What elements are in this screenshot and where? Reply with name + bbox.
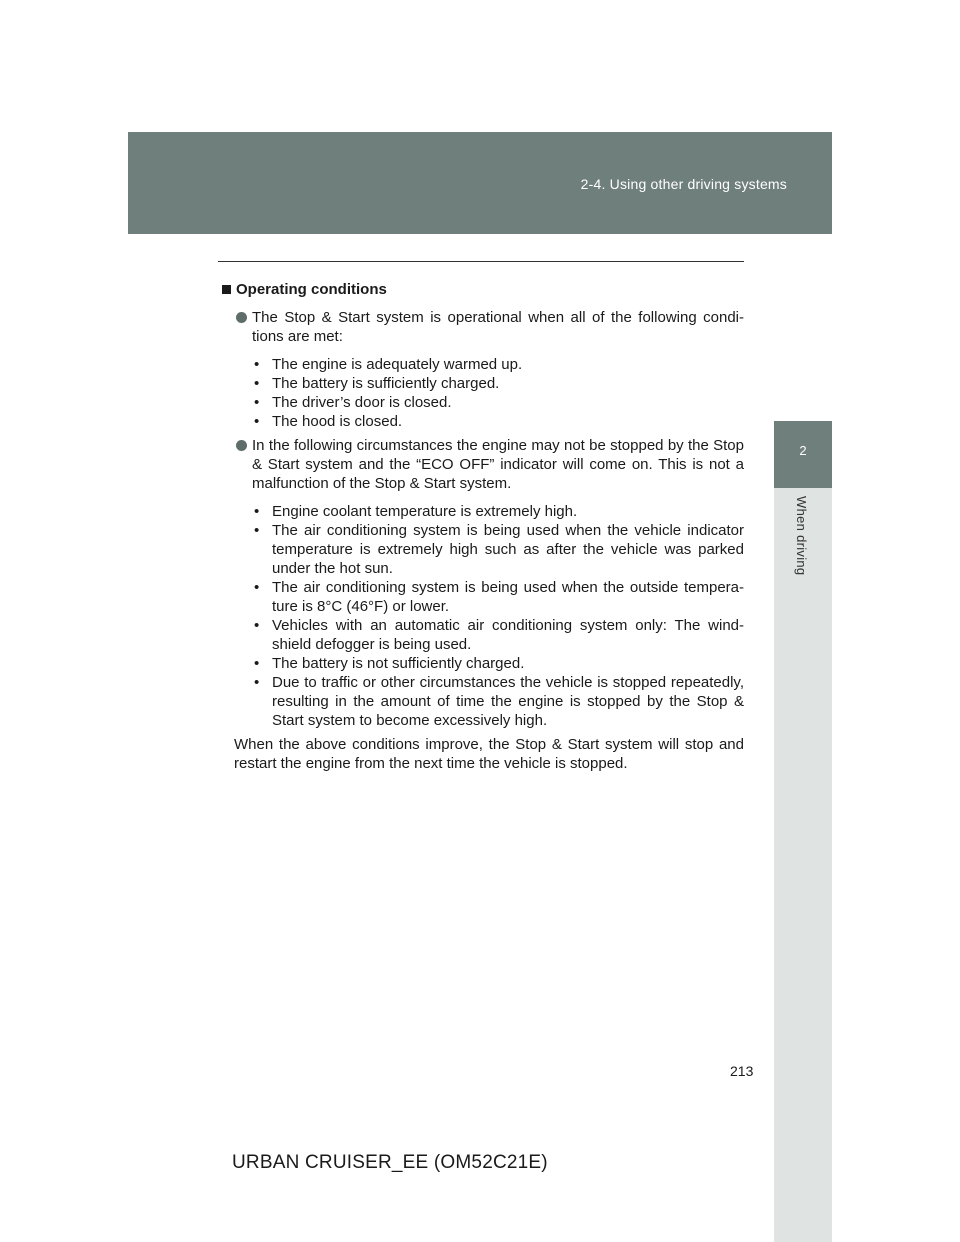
list-item-text: Vehicles with an automatic air conditioning system only: The wind-shield defogger is being used. bbox=[272, 617, 744, 653]
main-content bbox=[222, 280, 744, 773]
closing-paragraph: When the above conditions improve, the Stop & Start system will stop and restart the engine from the next time the vehicle is stopped. bbox=[234, 736, 744, 772]
list-item-text: Engine coolant temperature is extremely high. bbox=[272, 503, 578, 520]
dot-bullet-icon: • bbox=[254, 522, 260, 539]
chapter-label: When driving bbox=[794, 496, 809, 576]
section-title bbox=[222, 280, 744, 299]
dot-bullet-icon: • bbox=[254, 356, 260, 373]
list-item-text: The air conditioning system is being used when the outside tempera-ture is 8°C (46°F) or lower. bbox=[272, 579, 744, 615]
list-item-text: The battery is sufficiently charged. bbox=[272, 375, 500, 392]
list-item bbox=[222, 521, 744, 578]
list-item bbox=[222, 374, 744, 393]
chapter-tab-strip bbox=[774, 488, 832, 1242]
circle-bullet-icon bbox=[236, 440, 247, 451]
section-title-text: Operating conditions bbox=[236, 281, 387, 298]
list-item bbox=[222, 673, 744, 730]
dot-bullet-icon: • bbox=[254, 617, 260, 634]
section-header: 2-4. Using other driving systems bbox=[580, 176, 787, 192]
list-item bbox=[222, 355, 744, 374]
section-divider bbox=[218, 261, 744, 262]
circumstance-intro-text: In the following circumstances the engine may not be stopped by the Stop & Start system and the “ECO OFF” indicator will come on. This is not a malfunction of the Stop & Start system. bbox=[252, 437, 744, 492]
dot-bullet-icon: • bbox=[254, 655, 260, 672]
list-item-text: The hood is closed. bbox=[272, 413, 403, 430]
list-item-text: Due to traffic or other circumstances the vehicle is stopped repeatedly, resulting in the amount of time the engine is stopped by the Stop & Start system to become excessively high. bbox=[272, 674, 744, 729]
list-item bbox=[222, 502, 744, 521]
chapter-tab bbox=[774, 421, 832, 488]
dot-bullet-icon: • bbox=[254, 674, 260, 691]
dot-bullet-icon: • bbox=[254, 579, 260, 596]
list-item-text: The air conditioning system is being used when the vehicle indicator temperature is extremely high such as after the vehicle was parked under the hot sun. bbox=[272, 522, 744, 577]
list-item-text: The driver’s door is closed. bbox=[272, 394, 452, 411]
dot-bullet-icon: • bbox=[254, 375, 260, 392]
list-item bbox=[222, 616, 744, 654]
list-item bbox=[222, 393, 744, 412]
header-band bbox=[128, 132, 832, 234]
list-item bbox=[222, 578, 744, 616]
square-bullet-icon bbox=[222, 285, 231, 294]
list-item-text: The engine is adequately warmed up. bbox=[272, 356, 523, 373]
list-item bbox=[222, 412, 744, 431]
chapter-number: 2 bbox=[799, 443, 807, 458]
document-id: URBAN CRUISER_EE (OM52C21E) bbox=[232, 1152, 548, 1173]
condition-intro-text: The Stop & Start system is operational when all of the following condi-tions are met: bbox=[252, 309, 744, 345]
dot-bullet-icon: • bbox=[254, 413, 260, 430]
circumstances-list bbox=[222, 502, 744, 730]
list-item bbox=[222, 654, 744, 673]
conditions-list bbox=[222, 355, 744, 431]
dot-bullet-icon: • bbox=[254, 394, 260, 411]
circumstance-intro bbox=[222, 436, 744, 493]
page-number: 213 bbox=[730, 1063, 754, 1079]
list-item-text: The battery is not sufficiently charged. bbox=[272, 655, 525, 672]
circle-bullet-icon bbox=[236, 312, 247, 323]
condition-intro bbox=[222, 308, 744, 346]
dot-bullet-icon: • bbox=[254, 503, 260, 520]
